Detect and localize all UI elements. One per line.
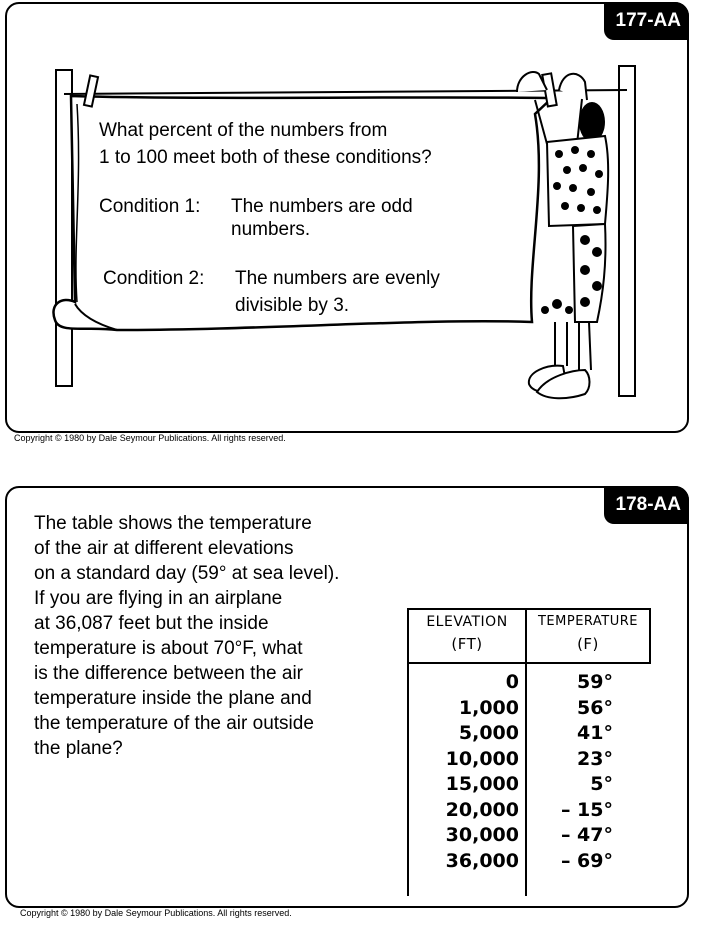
condition2-text-2: divisible by 3.	[235, 295, 350, 316]
card-id-tag: 177-AA	[604, 2, 689, 40]
elevation-cell: 5,000	[458, 722, 519, 744]
card-id-tag: 178-AA	[604, 486, 689, 524]
problem-line: of the air at different elevations	[34, 538, 294, 559]
problem-line: If you are flying in an airplane	[34, 588, 283, 609]
temperature-cell: – 15°	[560, 798, 613, 821]
elevation-cell: 36,000	[445, 849, 519, 872]
right-pole	[619, 66, 635, 396]
elevation-cell: 1,000	[458, 696, 519, 719]
elevation-unit: (FT)	[451, 635, 483, 653]
card-178	[5, 486, 689, 908]
temperature-cell: – 69°	[560, 849, 613, 872]
temperature-cell: 5°	[590, 773, 613, 795]
condition1-label: Condition 1:	[99, 196, 201, 217]
condition1-text: The numbers are odd	[231, 196, 413, 217]
elevation-cell: 10,000	[445, 747, 519, 770]
temperature-column	[527, 670, 613, 874]
temperature-cell: 56°	[577, 696, 613, 719]
elevation-cell: 20,000	[445, 798, 519, 821]
copyright-notice: Copyright © 1980 by Dale Seymour Publications. All rights reserved.	[20, 908, 292, 918]
condition2-label: Condition 2:	[103, 268, 205, 289]
temperature-cell: – 47°	[560, 824, 613, 846]
question-line-2: 1 to 100 meet both of these conditions?	[99, 147, 432, 168]
left-pole	[56, 70, 72, 386]
problem-line: the temperature of the air outside	[34, 713, 314, 734]
elevation-column	[407, 670, 519, 874]
problem-line: temperature is about 70°F, what	[34, 638, 303, 659]
problem-line: on a standard day (59° at sea level).	[34, 563, 340, 584]
condition1-text-2: numbers.	[231, 219, 311, 240]
question-line-1: What percent of the numbers from	[99, 120, 388, 141]
temperature-unit: (F)	[577, 635, 599, 653]
temperature-cell: 59°	[577, 671, 613, 693]
problem-line: the plane?	[34, 738, 123, 759]
temperature-cell: 23°	[577, 747, 613, 770]
problem-line: is the difference between the air	[34, 663, 303, 684]
problem-line: at 36,087 feet but the inside	[34, 613, 269, 634]
elevation-cell: 15,000	[445, 773, 519, 795]
problem-text	[34, 511, 394, 761]
elevation-header: ELEVATION	[426, 614, 508, 630]
condition2-text: The numbers are evenly	[235, 268, 440, 289]
temperature-header: TEMPERATURE	[537, 614, 639, 629]
elevation-cell: 30,000	[445, 824, 519, 846]
copyright-notice: Copyright © 1980 by Dale Seymour Publications. All rights reserved.	[14, 433, 286, 443]
clothesline-rope	[64, 90, 627, 94]
elevation-temperature-table	[407, 608, 653, 896]
clothesline-illustration	[7, 4, 691, 435]
card-177	[5, 2, 689, 433]
elevation-cell: 0	[505, 671, 519, 693]
problem-line: temperature inside the plane and	[34, 688, 312, 709]
problem-line: The table shows the temperature	[34, 513, 312, 534]
temperature-cell: 41°	[577, 722, 613, 744]
